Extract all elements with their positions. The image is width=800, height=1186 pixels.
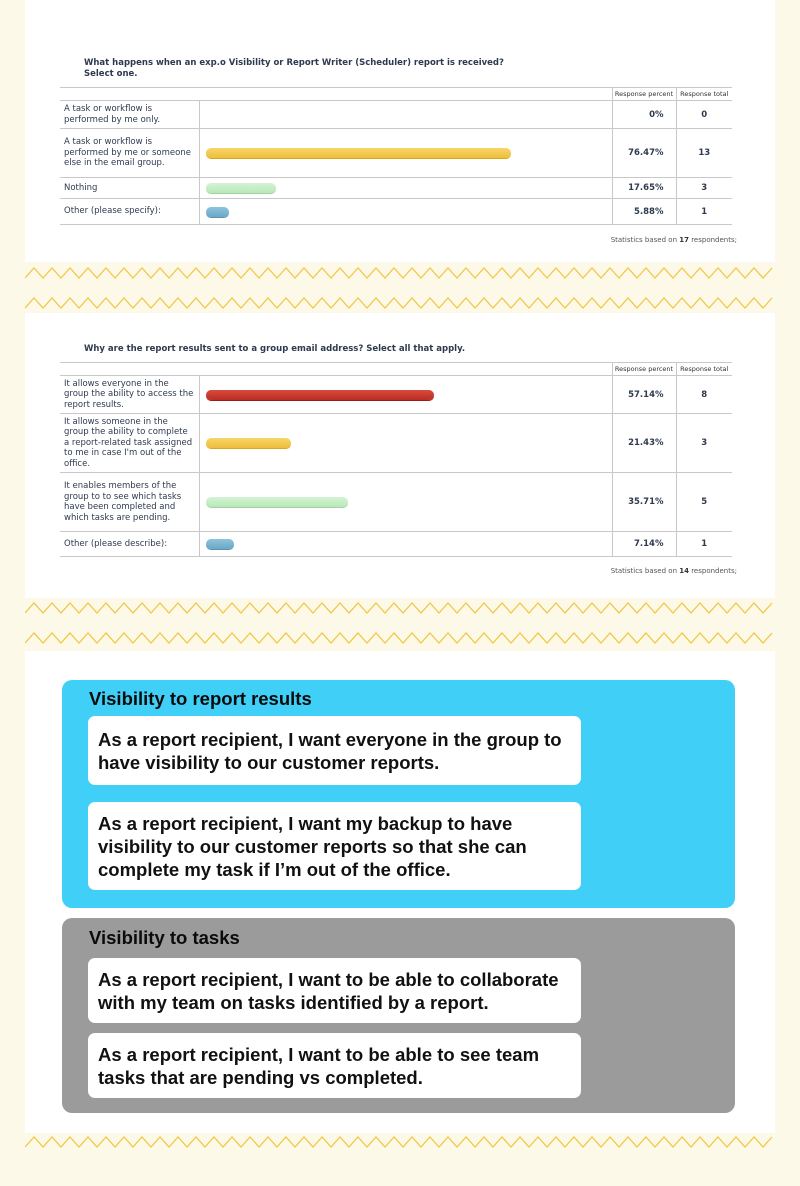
response-bar: [206, 207, 230, 217]
stats-count: 17: [679, 236, 689, 244]
stats-suffix: respondents;: [688, 567, 737, 575]
bar-cell: [199, 101, 612, 129]
answer-label: Other (please specify):: [60, 199, 199, 225]
card-title: Visibility to report results: [89, 688, 312, 709]
visibility-results-card: [62, 680, 735, 908]
response-total: 0: [676, 101, 732, 129]
response-bar: [206, 497, 349, 507]
zigzag-divider: [25, 266, 775, 280]
response-total: 3: [676, 178, 732, 199]
response-percent: 17.65%: [612, 178, 676, 199]
survey2-table: [60, 362, 732, 557]
table-header-row: [60, 88, 732, 101]
response-percent: 21.43%: [612, 414, 676, 473]
user-story-card: [88, 802, 581, 890]
user-story-text: As a report recipient, I want to be able to collaborate with my team on tasks identified by a report.: [98, 968, 559, 1013]
response-total: 1: [676, 199, 732, 225]
bar-cell: [199, 532, 612, 557]
table-row: [60, 473, 732, 532]
user-story-text: As a report recipient, I want everyone in the group to have visibility to our customer reports.: [98, 728, 562, 773]
response-total-header: Response total: [676, 88, 732, 101]
response-bar: [206, 438, 292, 448]
stats-suffix: respondents;: [688, 236, 737, 244]
answer-label: A task or workflow is performed by me or someone else in the email group.: [60, 129, 199, 178]
bar-cell: [199, 414, 612, 473]
stats-count: 14: [679, 567, 689, 575]
survey2-question: Why are the report results sent to a group email address? Select all that apply.: [84, 344, 466, 354]
answer-label: A task or workflow is performed by me only.: [60, 101, 199, 129]
response-percent: 0%: [612, 101, 676, 129]
table-row: [60, 178, 732, 199]
response-percent: 35.71%: [612, 473, 676, 532]
survey1-question: What happens when an exp.o Visibility or Report Writer (Scheduler) report is received? Select one.: [84, 58, 504, 79]
bar-cell: [199, 178, 612, 199]
answer-label: It allows everyone in the group the ability to access the report results.: [60, 376, 199, 414]
bar-cell: [199, 376, 612, 414]
response-bar: [206, 539, 235, 549]
blank-header: [199, 363, 612, 376]
card-title: Visibility to tasks: [89, 927, 240, 948]
response-total: 13: [676, 129, 732, 178]
answer-label: It allows someone in the group the ability to complete a report-related task assigned to me in case I'm out of the office.: [60, 414, 199, 473]
zigzag-divider: [25, 631, 775, 645]
stats-prefix: Statistics based on: [610, 236, 680, 244]
table-row: [60, 414, 732, 473]
response-percent-header: Response percent: [612, 363, 676, 376]
bar-cell: [199, 473, 612, 532]
survey1-table: [60, 87, 732, 225]
response-percent: 57.14%: [612, 376, 676, 414]
response-total: 3: [676, 414, 732, 473]
zigzag-divider: [25, 296, 775, 310]
table-row: [60, 101, 732, 129]
table-row: [60, 376, 732, 414]
answer-label: Nothing: [60, 178, 199, 199]
response-total: 1: [676, 532, 732, 557]
response-total: 5: [676, 473, 732, 532]
response-bar: [206, 183, 277, 193]
user-story-text: As a report recipient, I want my backup to have visibility to our customer reports so that she can complete my task if I’m out of the office.: [98, 812, 527, 880]
table-row: [60, 199, 732, 225]
response-bar: [206, 148, 512, 158]
blank-header: [60, 88, 199, 101]
blank-header: [199, 88, 612, 101]
zigzag-divider: [25, 1135, 775, 1149]
response-percent: 5.88%: [612, 199, 676, 225]
response-bar: [206, 390, 435, 400]
user-story-card: [88, 958, 581, 1023]
user-story-card: [88, 716, 581, 785]
response-percent: 76.47%: [612, 129, 676, 178]
answer-label: Other (please describe):: [60, 532, 199, 557]
response-percent-header: Response percent: [612, 88, 676, 101]
table-row: [60, 129, 732, 178]
response-percent: 7.14%: [612, 532, 676, 557]
answer-label: It enables members of the group to to see which tasks have been completed and which tasks are pending.: [60, 473, 199, 532]
response-total: 8: [676, 376, 732, 414]
user-story-card: [88, 1033, 581, 1098]
table-header-row: [60, 363, 732, 376]
table-row: [60, 532, 732, 557]
respondent-stats: [611, 236, 737, 244]
blank-header: [60, 363, 199, 376]
zigzag-divider: [25, 601, 775, 615]
stats-prefix: Statistics based on: [610, 567, 680, 575]
bar-cell: [199, 199, 612, 225]
response-total-header: Response total: [676, 363, 732, 376]
user-story-text: As a report recipient, I want to be able to see team tasks that are pending vs completed.: [98, 1043, 540, 1088]
bar-cell: [199, 129, 612, 178]
visibility-tasks-card: [62, 918, 735, 1113]
respondent-stats: [611, 567, 737, 575]
